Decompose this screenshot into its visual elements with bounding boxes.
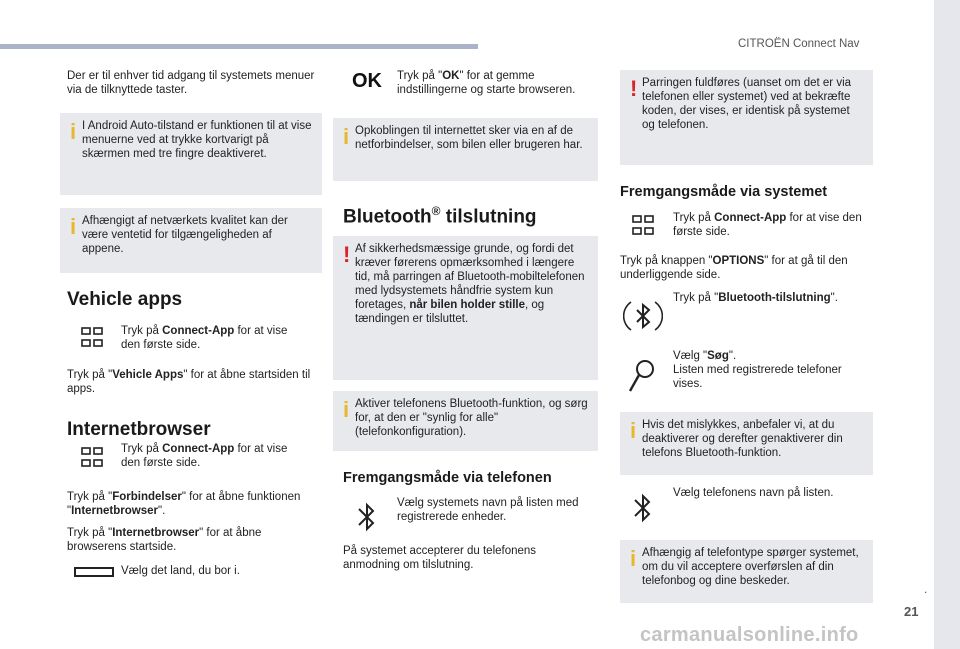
phone-step-text: Vælg systemets navn på listen med registrerede enheder.	[397, 497, 579, 523]
bluetooth-settings-icon	[623, 296, 663, 336]
info-text: Opkoblingen til internettet sker via en af de netforbindelser, som bilen eller brugeren har.	[355, 125, 583, 151]
info-text: Hvis det mislykkes, anbefaler vi, at du deaktiverer og derefter genaktiverer din telefons Bluetooth-funktion.	[642, 419, 843, 459]
warning-icon: !	[630, 76, 638, 101]
info-icon: i	[70, 214, 77, 239]
ok-step-text: Tryk på "OK" for at gemme indstillingerne og starte browseren.	[397, 70, 576, 96]
info-icon: i	[70, 119, 77, 144]
warning-box-safety	[333, 236, 598, 380]
warning-text: Af sikkerhedsmæssige grunde, og fordi det kræver førerens opmærksomhed i længere tid, må parringen af Bluetooth-mobiltelefonen med lydsystemets håndfrie system kun foretages, når bilen holder stille, og tændingen er tilsluttet.	[355, 243, 585, 325]
info-box-activate	[333, 391, 598, 451]
va-step-text: Tryk på Connect-App for at vise den første side.	[121, 325, 288, 351]
phone-accept-text: På systemet accepterer du telefonens anmodning om tilslutning.	[343, 545, 537, 571]
info-icon: i	[630, 418, 637, 443]
ib-forbindelser-text: Tryk på "Forbindelser" for at åbne funktionen "Internetbrowser".	[67, 491, 301, 517]
s-options-text: Tryk på knappen "OPTIONS" for at gå til den underliggende side.	[620, 255, 848, 281]
apps-grid-icon	[81, 447, 103, 469]
heading-via-phone: Fremgangsmåde via telefonen	[343, 470, 552, 486]
s-sog-text: Vælg "Søg". Listen med registrerede telefoner vises.	[673, 350, 842, 390]
s-choose-text: Vælg telefonens navn på listen.	[673, 487, 834, 499]
apps-grid-icon	[81, 327, 103, 349]
page-dot: .	[924, 582, 928, 596]
header-rule	[0, 44, 478, 49]
bluetooth-icon	[356, 500, 378, 534]
text-field-icon	[74, 566, 114, 578]
heading-bluetooth: Bluetooth® tilslutning	[343, 204, 537, 228]
info-icon: i	[343, 397, 350, 422]
heading-internetbrowser: Internetbrowser	[67, 419, 211, 440]
s-bt-text: Tryk på "Bluetooth-tilslutning".	[673, 292, 838, 304]
page-number: 21	[904, 604, 919, 619]
info-box-network	[60, 208, 322, 273]
va-tap-text: Tryk på "Vehicle Apps" for at åbne startsiden til apps.	[67, 369, 311, 395]
search-icon	[627, 358, 657, 394]
ok-icon: OK	[352, 70, 382, 92]
info-box-failure	[620, 412, 873, 475]
bluetooth-icon	[632, 491, 654, 525]
watermark: carmanualsonline.info	[640, 624, 859, 646]
ib-country-text: Vælg det land, du bor i.	[121, 565, 240, 577]
info-text: I Android Auto-tilstand er funktionen til at vise menuerne ved at trykke kortvarigt på skærmen med tre fingre deaktiveret.	[82, 120, 312, 160]
apps-grid-icon	[632, 215, 654, 237]
ib-browser-text: Tryk på "Internetbrowser" for at åbne browserens startside.	[67, 527, 262, 553]
info-icon: i	[343, 124, 350, 149]
heading-vehicle-apps: Vehicle apps	[67, 289, 183, 310]
info-box-android-auto	[60, 113, 322, 195]
s-step-text: Tryk på Connect-App for at vise den første side.	[673, 212, 862, 238]
warning-icon: !	[343, 242, 351, 267]
info-text: Afhængigt af netværkets kvalitet kan der være ventetid for tilgængeligheden af appene.	[82, 215, 288, 255]
ib-step-text: Tryk på Connect-App for at vise den første side.	[121, 443, 288, 469]
info-text: Afhængig af telefontype spørger systemet, om du vil acceptere overførslen af din telefonbog og dine beskeder.	[642, 547, 859, 587]
info-text: Aktiver telefonens Bluetooth-funktion, og sørg for, at den er "synlig for alle" (telefonkonfiguration).	[355, 398, 588, 438]
info-box-phonebook	[620, 540, 873, 603]
heading-via-system: Fremgangsmåde via systemet	[620, 184, 828, 200]
info-box-connection	[333, 118, 598, 181]
warning-text: Parringen fuldføres (uanset om det er via telefonen eller systemet) ved at bekræfte koden, der vises, er identisk på systemet og telefonen.	[642, 77, 852, 131]
warning-box-pairing	[620, 70, 873, 165]
page-header: CITROËN Connect Nav	[738, 38, 860, 50]
side-strip	[934, 0, 960, 649]
info-icon: i	[630, 546, 637, 571]
intro-text: Der er til enhver tid adgang til systemets menuer via de tilknyttede taster.	[67, 70, 315, 96]
